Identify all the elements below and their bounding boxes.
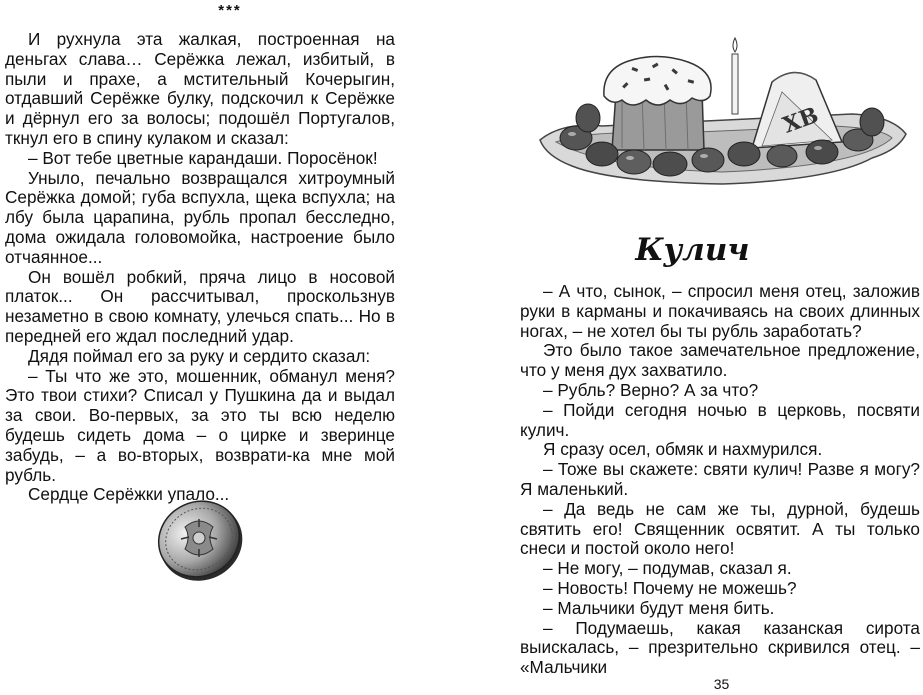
- silver-ruble-coin-icon: [155, 497, 245, 583]
- paragraph: Сердце Серёжки упало...: [28, 484, 230, 505]
- paragraph: – Не могу, – подумав, сказал я.: [543, 558, 792, 579]
- paragraph: – Вот тебе цветные карандаши. Поросёнок!: [28, 147, 378, 168]
- left-page: [0, 0, 460, 695]
- easter-cake-illustration-icon: [532, 30, 912, 198]
- paragraph: – Ты что же это, мошенник, обманул меня? Это твои стихи? Списал у Пушкина да и выдал за свои. Во-первых, за это ты всю неделю будешь сидеть дома – о цирке и зверинце забудь, – а во-вторых, возврати-ка мне мой рубль.: [5, 365, 395, 485]
- paragraph: – Новость! Почему не можешь?: [543, 577, 797, 598]
- paragraph: Я сразу осел, обмяк и нахмурился.: [543, 439, 823, 460]
- paragraph: – Пойди сегодня ночью в церковь, посвяти кулич.: [520, 399, 920, 440]
- chapter-title: Кулич: [635, 232, 750, 268]
- left-body-text: [5, 30, 395, 505]
- section-separator: ***: [218, 2, 242, 19]
- paragraph: – А что, сынок, – спросил меня отец, заложив руки в карманы и покачиваясь на своих длинных ногах, – не хотел бы ты рубль заработать?: [520, 281, 920, 341]
- paragraph: И рухнула эта жалкая, построенная на деньгах слава… Серёжка лежал, избитый, в пыли и прахе, а мстительный Кочерыгин, отдавший Серёжке булку, подскочил к Серёжке и дёрнул его за волосы; подошёл Португалов, ткнул его в спину кулаком и сказал:: [5, 29, 395, 148]
- paragraph: Дядя поймал его за руку и сердито сказал:: [28, 345, 371, 366]
- paragraph: – Мальчики будут меня бить.: [543, 597, 775, 618]
- page-number: 35: [713, 676, 730, 692]
- right-body-text: [520, 282, 920, 678]
- paragraph: – Рубль? Верно? А за что?: [543, 379, 759, 400]
- paragraph: Он вошёл робкий, пряча лицо в носовой платок... Он рассчитывал, проскользнув незаметно в свою комнату, улечься спать... Но в передней его ждал последний удар.: [5, 266, 395, 346]
- paragraph: – Подумаешь, какая казанская сирота выискалась, – презрительно скривился отец. – «Мальчики: [520, 617, 920, 678]
- paragraph: Это было такое замечательное предложение, что у меня дух захватило.: [520, 340, 920, 381]
- paragraph: – Тоже вы скажете: святи кулич! Разве я могу? Я маленький.: [520, 459, 920, 499]
- right-page: [462, 0, 923, 695]
- paragraph: Уныло, печально возвращался хитроумный Серёжка домой; губа вспухла, щека вспухла; на лбу была царапина, рубль пропал бесследно, дома ожидала головомойка, настроение было отчаянное...: [5, 167, 395, 267]
- kulich-monogram: ХВ: [779, 102, 822, 139]
- paragraph: – Да ведь не сам же ты, дурной, будешь святить его! Священник освятит. А ты только снеси и постой около него!: [520, 498, 920, 559]
